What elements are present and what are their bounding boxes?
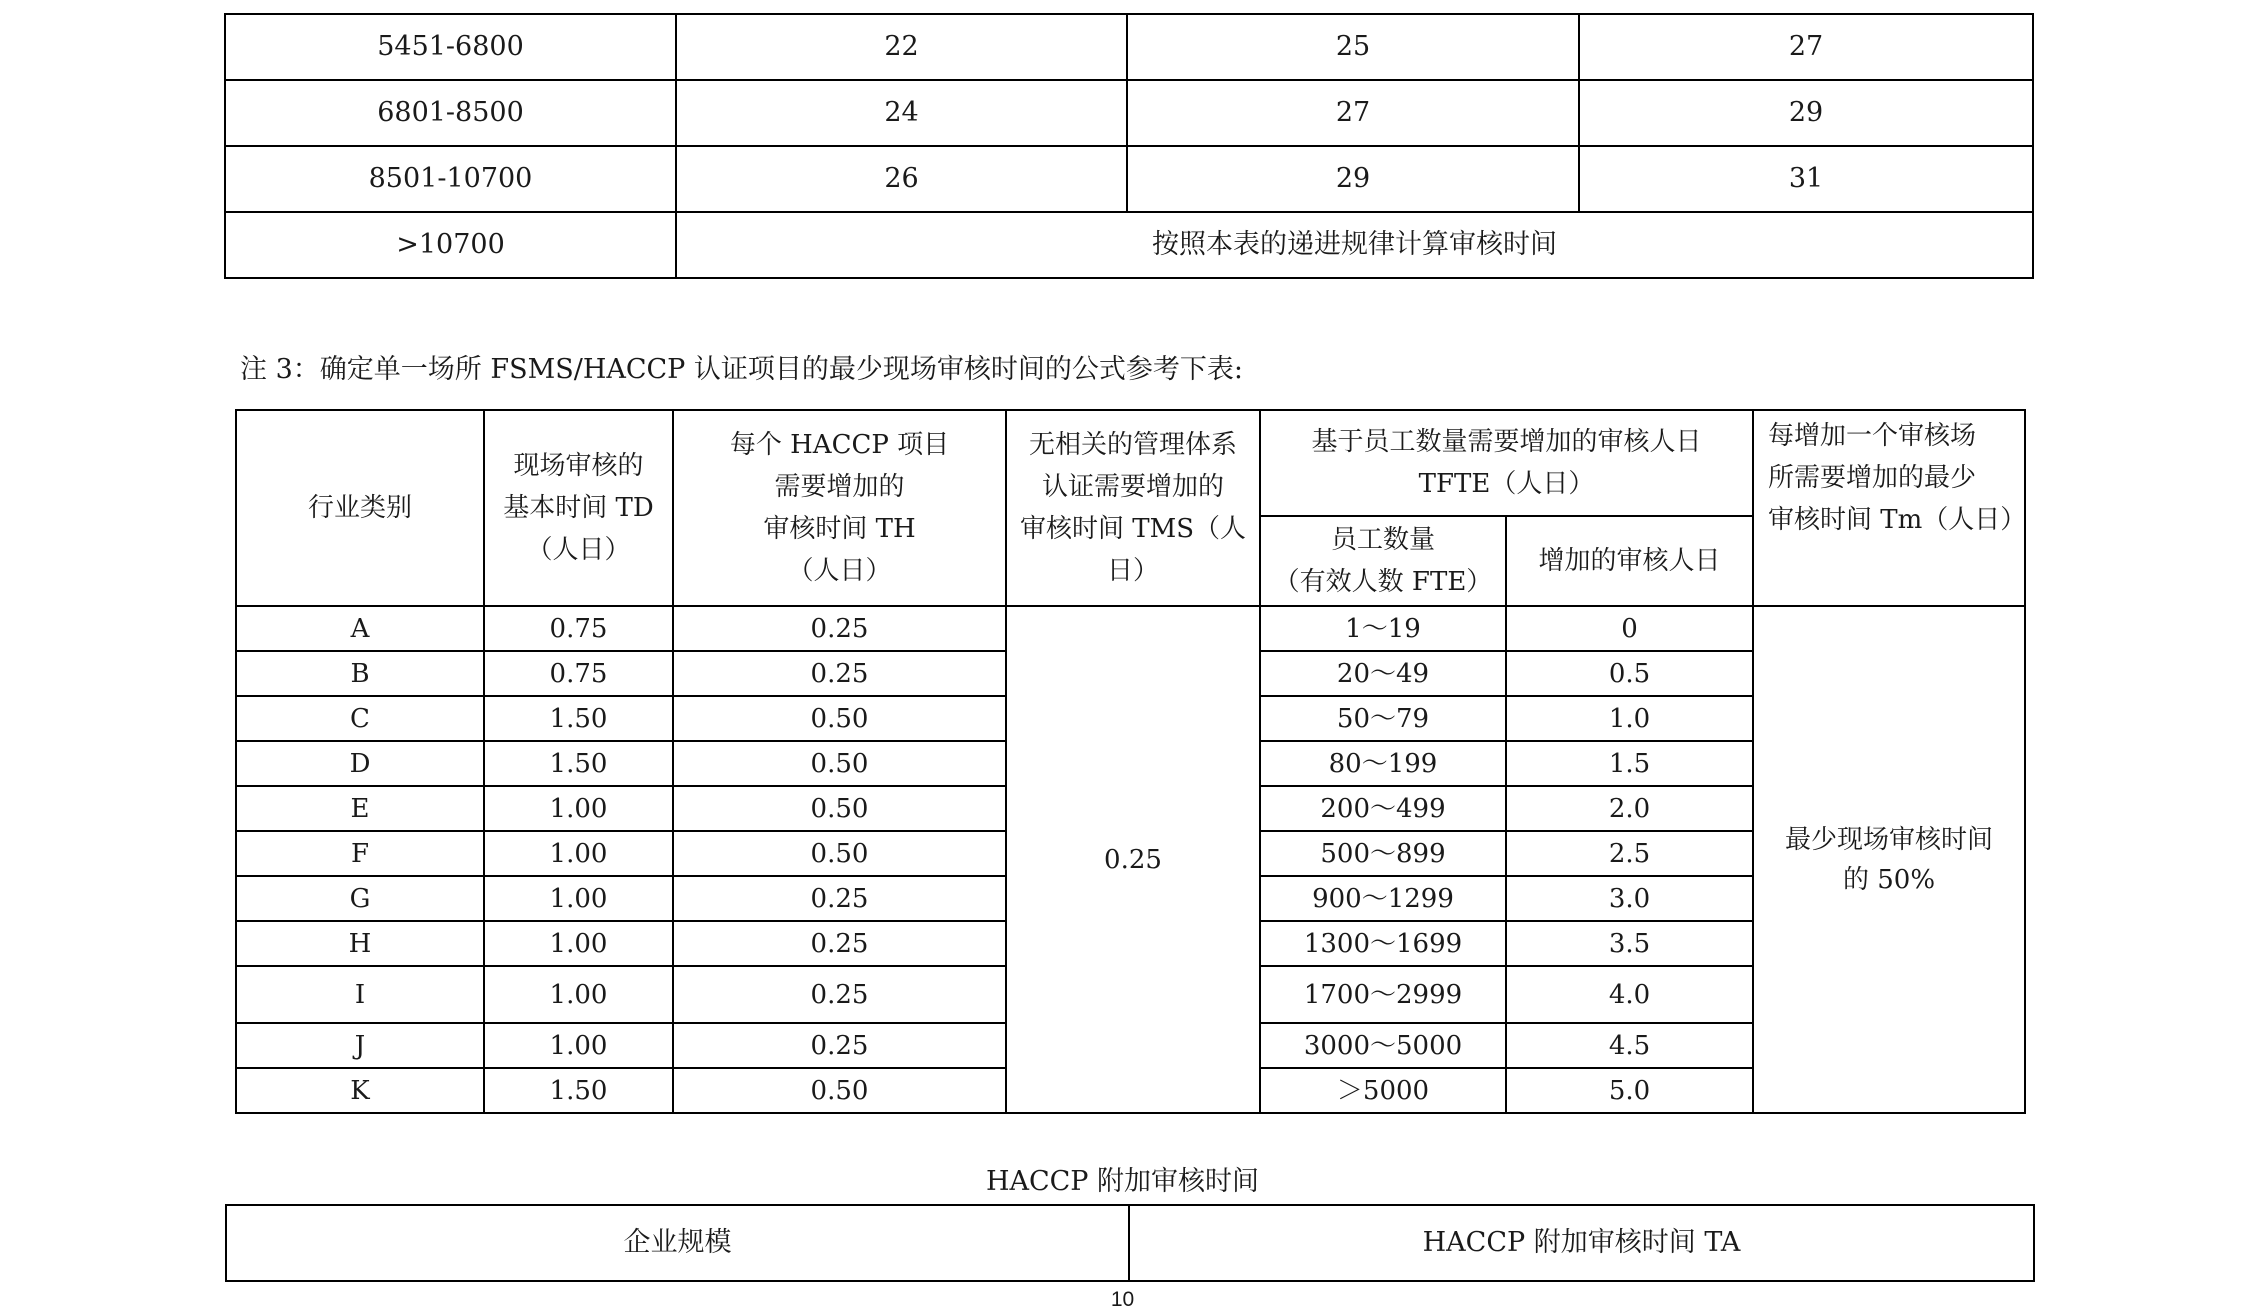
- td-cell: 0.75: [484, 606, 673, 651]
- fte-range-cell: 50～79: [1260, 696, 1506, 741]
- haccp-ta-header: HACCP 附加审核时间 TA: [1129, 1205, 2034, 1281]
- added-days-cell: 2.5: [1506, 831, 1753, 876]
- fte-range-cell: 1300～1699: [1260, 921, 1506, 966]
- category-cell: B: [236, 651, 484, 696]
- added-days-cell: 4.0: [1506, 966, 1753, 1023]
- th-cell: 0.25: [673, 966, 1006, 1023]
- td-cell: 1.50: [484, 741, 673, 786]
- value-cell: 27: [1127, 80, 1579, 146]
- added-days-cell: 1.5: [1506, 741, 1753, 786]
- table-row: [225, 14, 2033, 80]
- td-cell: 1.00: [484, 1023, 673, 1068]
- td-header: 现场审核的 基本时间 TD （人日）: [484, 410, 673, 606]
- category-cell: H: [236, 921, 484, 966]
- th-cell: 0.25: [673, 876, 1006, 921]
- progression-note-cell: 按照本表的递进规律计算审核时间: [676, 212, 2033, 278]
- category-cell: E: [236, 786, 484, 831]
- industry-category-header: 行业类别: [236, 410, 484, 606]
- tm-header: 每增加一个审核场 所需要增加的最少 审核时间 Tm（人日）: [1753, 410, 2025, 606]
- added-days-header: 增加的审核人日: [1506, 516, 1753, 606]
- category-cell: K: [236, 1068, 484, 1113]
- td-cell: 1.00: [484, 876, 673, 921]
- fte-range-cell: 80～199: [1260, 741, 1506, 786]
- category-cell: J: [236, 1023, 484, 1068]
- th-cell: 0.50: [673, 696, 1006, 741]
- th-cell: 0.50: [673, 831, 1006, 876]
- th-cell: 0.25: [673, 921, 1006, 966]
- value-cell: 26: [676, 146, 1127, 212]
- fte-range-cell: ＞5000: [1260, 1068, 1506, 1113]
- enterprise-scale-header: 企业规模: [226, 1205, 1129, 1281]
- added-days-cell: 1.0: [1506, 696, 1753, 741]
- category-cell: C: [236, 696, 484, 741]
- th-cell: 0.25: [673, 651, 1006, 696]
- table-row: [236, 606, 2025, 651]
- header-row: [226, 1205, 2034, 1281]
- category-cell: F: [236, 831, 484, 876]
- th-cell: 0.50: [673, 741, 1006, 786]
- range-cell: 5451-6800: [225, 14, 676, 80]
- fte-range-cell: 1700～2999: [1260, 966, 1506, 1023]
- tms-header: 无相关的管理体系 认证需要增加的 审核时间 TMS（人 日）: [1006, 410, 1260, 606]
- range-cell: 6801-8500: [225, 80, 676, 146]
- tm-value-cell: 最少现场审核时间 的 50%: [1753, 606, 2025, 1113]
- td-cell: 1.00: [484, 921, 673, 966]
- fte-range-cell: 500～899: [1260, 831, 1506, 876]
- th-cell: 0.50: [673, 786, 1006, 831]
- th-cell: 0.50: [673, 1068, 1006, 1113]
- category-cell: G: [236, 876, 484, 921]
- added-days-cell: 3.5: [1506, 921, 1753, 966]
- th-cell: 0.25: [673, 1023, 1006, 1068]
- table-row: [225, 146, 2033, 212]
- added-days-cell: 0: [1506, 606, 1753, 651]
- value-cell: 25: [1127, 14, 1579, 80]
- fte-range-cell: 900～1299: [1260, 876, 1506, 921]
- td-cell: 1.50: [484, 696, 673, 741]
- td-cell: 1.00: [484, 831, 673, 876]
- category-cell: A: [236, 606, 484, 651]
- value-cell: 29: [1579, 80, 2033, 146]
- table-row: [225, 80, 2033, 146]
- added-days-cell: 2.0: [1506, 786, 1753, 831]
- header-row: [236, 410, 2025, 516]
- category-cell: D: [236, 741, 484, 786]
- range-cell: 8501-10700: [225, 146, 676, 212]
- haccp-additional-time-title: HACCP 附加审核时间: [985, 1166, 1260, 1197]
- value-cell: 22: [676, 14, 1127, 80]
- category-cell: I: [236, 966, 484, 1023]
- table-row: [225, 212, 2033, 278]
- haccp-additional-time-table: [225, 1204, 2035, 1282]
- fte-range-cell: 20～49: [1260, 651, 1506, 696]
- fte-count-header: 员工数量 （有效人数 FTE）: [1260, 516, 1506, 606]
- added-days-cell: 4.5: [1506, 1023, 1753, 1068]
- fte-range-cell: 3000～5000: [1260, 1023, 1506, 1068]
- td-cell: 1.00: [484, 786, 673, 831]
- value-cell: 29: [1127, 146, 1579, 212]
- range-cell: >10700: [225, 212, 676, 278]
- page-number: 10: [1110, 1288, 1135, 1311]
- td-cell: 0.75: [484, 651, 673, 696]
- value-cell: 31: [1579, 146, 2033, 212]
- fte-range-cell: 200～499: [1260, 786, 1506, 831]
- fte-range-cell: 1～19: [1260, 606, 1506, 651]
- tfte-header: 基于员工数量需要增加的审核人日 TFTE（人日）: [1260, 410, 1753, 516]
- value-cell: 24: [676, 80, 1127, 146]
- added-days-cell: 0.5: [1506, 651, 1753, 696]
- th-header: 每个 HACCP 项目 需要增加的 审核时间 TH （人日）: [673, 410, 1006, 606]
- audit-time-table-continued: [224, 13, 2034, 279]
- added-days-cell: 5.0: [1506, 1068, 1753, 1113]
- value-cell: 27: [1579, 14, 2033, 80]
- note-3: 注 3：确定单一场所 FSMS/HACCP 认证项目的最少现场审核时间的公式参考下表:: [240, 354, 1244, 385]
- td-cell: 1.00: [484, 966, 673, 1023]
- tms-value-cell: 0.25: [1006, 606, 1260, 1113]
- fsms-haccp-formula-table: [235, 409, 2026, 1114]
- td-cell: 1.50: [484, 1068, 673, 1113]
- added-days-cell: 3.0: [1506, 876, 1753, 921]
- th-cell: 0.25: [673, 606, 1006, 651]
